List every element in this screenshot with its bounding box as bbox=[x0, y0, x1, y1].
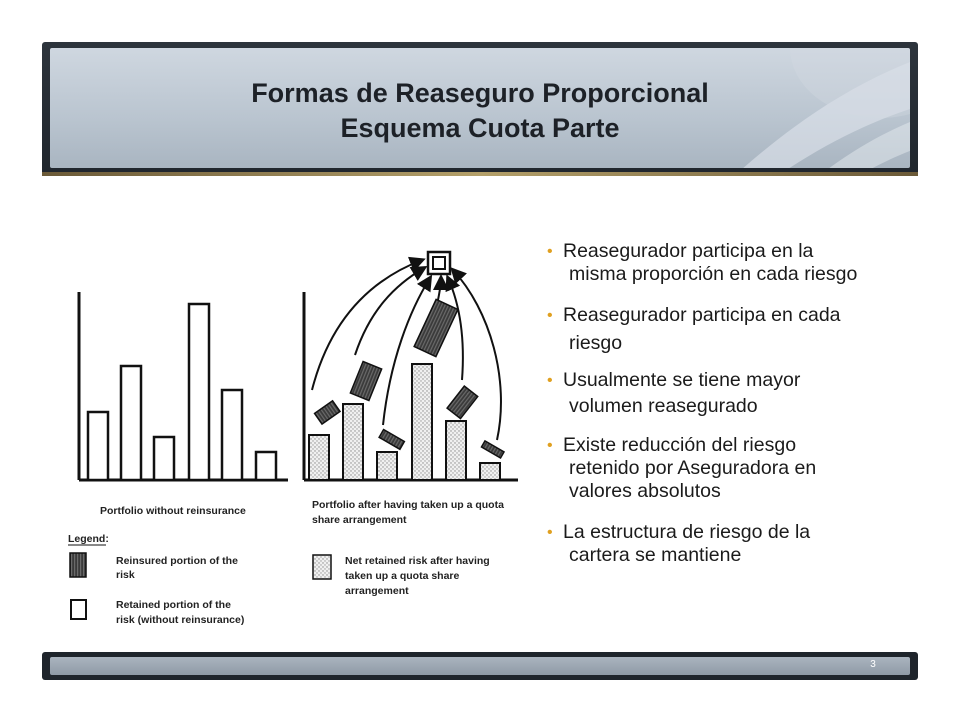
left-bar bbox=[256, 452, 276, 480]
title-line-1: Formas de Reaseguro Proporcional bbox=[251, 78, 709, 108]
net-retained-bar bbox=[412, 364, 432, 480]
reinsured-portion bbox=[414, 299, 458, 356]
right-portfolio-chart bbox=[304, 252, 518, 480]
footer-bar-panel bbox=[50, 657, 910, 675]
left-caption: Portfolio without reinsurance bbox=[100, 505, 246, 517]
legend-retained-line-2: risk (without reinsurance) bbox=[116, 614, 245, 626]
bullet-line-2: volumen reasegurado bbox=[569, 395, 758, 417]
legend-net-line-1: Net retained risk after having bbox=[345, 555, 490, 567]
bullet-dot-icon: • bbox=[547, 524, 553, 541]
net-retained-bar bbox=[480, 463, 500, 480]
transfer-arrow bbox=[448, 278, 463, 380]
reinsured-portion bbox=[350, 361, 381, 400]
slide-title bbox=[42, 76, 918, 146]
bullet-item bbox=[547, 240, 947, 286]
legend-title: Legend: bbox=[68, 533, 109, 545]
bullet-list bbox=[547, 240, 947, 581]
left-bar bbox=[154, 437, 174, 480]
transfer-arrow bbox=[438, 278, 441, 300]
left-bar bbox=[121, 366, 141, 480]
bullet-line-3: valores absolutos bbox=[569, 480, 721, 502]
bullet-line-1: Usualmente se tiene mayor bbox=[563, 369, 801, 391]
title-line-2: Esquema Cuota Parte bbox=[340, 113, 620, 143]
bullet-dot-icon: • bbox=[547, 437, 553, 454]
net-retained-bar bbox=[446, 421, 466, 480]
net-retained-bar bbox=[343, 404, 363, 480]
legend-net-retained-swatch bbox=[313, 555, 331, 579]
bullet-line-2: retenido por Aseguradora en bbox=[569, 457, 817, 479]
legend bbox=[68, 533, 490, 626]
net-retained-bar bbox=[377, 452, 397, 480]
bullet-item bbox=[547, 369, 947, 418]
legend-retained-swatch bbox=[71, 600, 86, 619]
banner-accent-stripe bbox=[42, 172, 918, 176]
net-retained-bar bbox=[309, 435, 329, 480]
left-bar bbox=[222, 390, 242, 480]
legend-reinsured-line-2: risk bbox=[116, 569, 135, 581]
legend-reinsured-swatch bbox=[70, 553, 86, 577]
bullet-item bbox=[547, 304, 947, 355]
right-caption-line-1: Portfolio after having taken up a quota bbox=[312, 499, 504, 511]
bullet-line-2: cartera se mantiene bbox=[569, 544, 742, 566]
bullet-line-2: misma proporción en cada riesgo bbox=[569, 263, 858, 285]
bullet-dot-icon: • bbox=[547, 372, 553, 389]
quota-share-diagram bbox=[50, 230, 540, 640]
page-number: 3 bbox=[870, 659, 876, 670]
right-caption-line-2: share arrangement bbox=[312, 514, 407, 526]
left-bar bbox=[189, 304, 209, 480]
footer-bar bbox=[42, 652, 918, 680]
bullet-item bbox=[547, 521, 947, 567]
bullet-line-1: Existe reducción del riesgo bbox=[563, 434, 797, 456]
legend-retained-line-1: Retained portion of the bbox=[116, 599, 231, 611]
legend-net-line-2: taken up a quota share bbox=[345, 570, 460, 582]
reinsurer-box-inner bbox=[433, 257, 445, 269]
bullet-line-2: riesgo bbox=[569, 332, 623, 354]
legend-reinsured-line-1: Reinsured portion of the bbox=[116, 555, 238, 567]
transfer-arrow bbox=[355, 268, 424, 355]
bullet-line-1: La estructura de riesgo de la bbox=[563, 521, 811, 543]
bullet-line-1: Reasegurador participa en la bbox=[563, 240, 814, 262]
bullet-dot-icon: • bbox=[547, 243, 553, 260]
bullet-dot-icon: • bbox=[547, 307, 553, 324]
left-bar bbox=[88, 412, 108, 480]
bullet-line-1: Reasegurador participa en cada bbox=[563, 304, 841, 326]
left-portfolio-chart bbox=[79, 292, 288, 480]
legend-net-line-3: arrangement bbox=[345, 585, 409, 597]
reinsured-portion bbox=[315, 401, 340, 424]
reinsured-portion bbox=[481, 441, 504, 458]
reinsured-portion bbox=[447, 386, 478, 419]
bullet-item bbox=[547, 434, 947, 503]
reinsured-portion bbox=[379, 430, 404, 450]
